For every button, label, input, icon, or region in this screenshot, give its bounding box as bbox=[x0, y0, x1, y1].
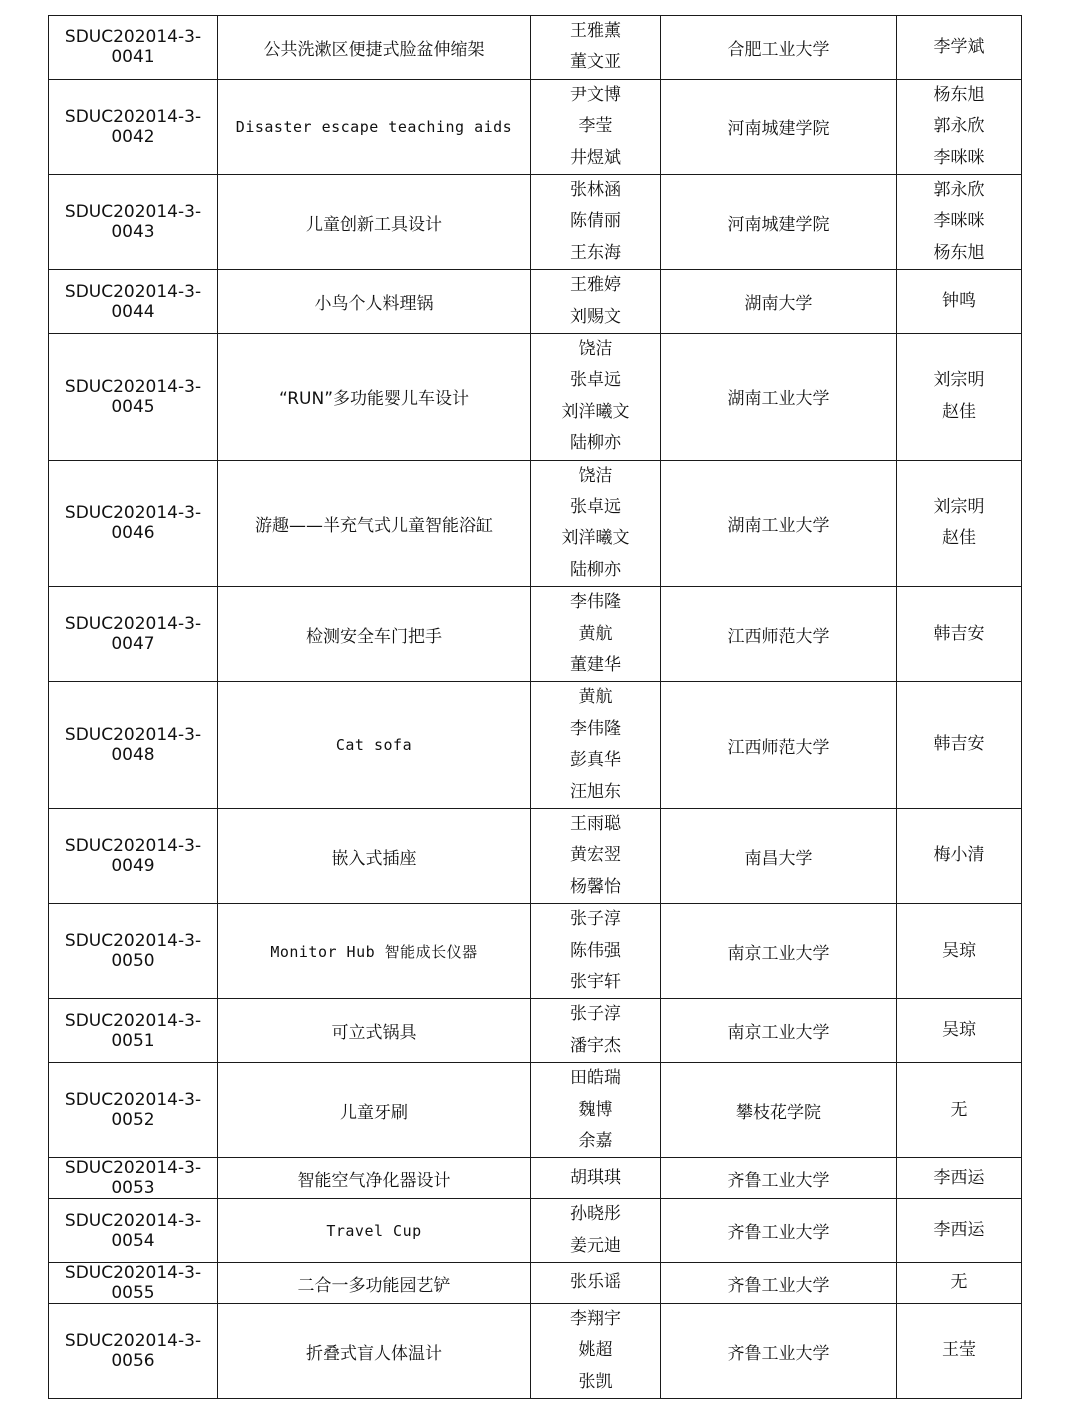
entry-members bbox=[531, 904, 661, 999]
advisor-name: 李西运 bbox=[933, 1220, 985, 1240]
table-row bbox=[49, 79, 1022, 174]
member-name: 余嘉 bbox=[578, 1130, 613, 1151]
member-name: 胡琪琪 bbox=[570, 1167, 621, 1188]
entry-title: 嵌入式插座 bbox=[218, 808, 531, 903]
entry-title: 折叠式盲人体温计 bbox=[218, 1304, 531, 1399]
advisor-name: 赵佳 bbox=[942, 528, 976, 549]
entry-id: SDUC202014-3-0047 bbox=[49, 587, 218, 682]
entry-id: SDUC202014-3-0042 bbox=[49, 79, 218, 174]
member-name: 刘洋曦文 bbox=[561, 528, 630, 549]
member-name: 陈倩丽 bbox=[570, 211, 621, 232]
member-name: 黄航 bbox=[578, 623, 613, 644]
entry-advisors bbox=[897, 1199, 1022, 1263]
member-name: 张子淳 bbox=[570, 1004, 621, 1025]
entry-members bbox=[531, 270, 661, 334]
entry-advisors bbox=[897, 1158, 1022, 1199]
entry-advisors bbox=[897, 1263, 1022, 1304]
table-row bbox=[49, 1263, 1022, 1304]
entry-title: Travel Cup bbox=[218, 1199, 531, 1263]
entry-members bbox=[531, 1199, 661, 1263]
entry-title: 可立式锅具 bbox=[218, 999, 531, 1063]
table-row bbox=[49, 270, 1022, 334]
table-body bbox=[49, 16, 1022, 1399]
entry-advisors bbox=[897, 270, 1022, 334]
member-name: 井煜斌 bbox=[570, 147, 621, 168]
entry-id: SDUC202014-3-0050 bbox=[49, 904, 218, 999]
advisor-name: 王莹 bbox=[942, 1340, 976, 1361]
entry-school: 齐鲁工业大学 bbox=[661, 1263, 897, 1304]
advisor-name: 钟鸣 bbox=[942, 290, 976, 311]
table-row bbox=[49, 808, 1022, 903]
advisor-name: 杨东旭 bbox=[933, 84, 985, 105]
entry-title: 智能空气净化器设计 bbox=[218, 1158, 531, 1199]
advisor-name: 李西运 bbox=[933, 1167, 985, 1188]
member-name: 王雨聪 bbox=[570, 813, 621, 834]
advisor-name: 吴琼 bbox=[942, 1020, 976, 1041]
entry-school: 南昌大学 bbox=[661, 808, 897, 903]
advisor-name: 吴琼 bbox=[942, 940, 976, 961]
member-name: 姜元迪 bbox=[570, 1235, 621, 1256]
table-row bbox=[49, 682, 1022, 809]
entry-id: SDUC202014-3-0052 bbox=[49, 1063, 218, 1158]
entry-members bbox=[531, 808, 661, 903]
advisor-name: 无 bbox=[950, 1099, 968, 1120]
table-row bbox=[49, 999, 1022, 1063]
entry-title: Disaster escape teaching aids bbox=[218, 79, 531, 174]
member-name: 魏博 bbox=[578, 1099, 613, 1120]
entry-id: SDUC202014-3-0041 bbox=[49, 16, 218, 80]
entry-school: 合肥工业大学 bbox=[661, 16, 897, 80]
member-name: 陆柳亦 bbox=[570, 433, 621, 454]
entry-title: Monitor Hub 智能成长仪器 bbox=[218, 904, 531, 999]
member-name: 饶洁 bbox=[578, 465, 613, 486]
advisor-name: 韩吉安 bbox=[933, 734, 985, 755]
entry-advisors bbox=[897, 808, 1022, 903]
advisor-name: 李咪咪 bbox=[933, 211, 985, 232]
table-row bbox=[49, 1304, 1022, 1399]
member-name: 王东海 bbox=[570, 242, 621, 263]
table-row bbox=[49, 904, 1022, 999]
entry-school: 齐鲁工业大学 bbox=[661, 1304, 897, 1399]
member-name: 黄航 bbox=[578, 687, 613, 708]
entry-members bbox=[531, 174, 661, 269]
entry-school: 南京工业大学 bbox=[661, 999, 897, 1063]
member-name: 姚超 bbox=[578, 1340, 613, 1361]
entry-id: SDUC202014-3-0056 bbox=[49, 1304, 218, 1399]
entry-school: 湖南工业大学 bbox=[661, 333, 897, 460]
entry-members bbox=[531, 16, 661, 80]
entry-title: 儿童创新工具设计 bbox=[218, 174, 531, 269]
award-list-table bbox=[48, 15, 1022, 1399]
entry-members bbox=[531, 1158, 661, 1199]
entry-school: 江西师范大学 bbox=[661, 587, 897, 682]
member-name: 杨馨怡 bbox=[570, 876, 621, 897]
entry-advisors bbox=[897, 333, 1022, 460]
advisor-name: 梅小清 bbox=[933, 845, 985, 866]
advisor-name: 杨东旭 bbox=[933, 242, 985, 263]
entry-members bbox=[531, 79, 661, 174]
member-name: 张子淳 bbox=[570, 909, 621, 930]
table-row bbox=[49, 1158, 1022, 1199]
member-name: 陆柳亦 bbox=[570, 559, 621, 580]
entry-members bbox=[531, 999, 661, 1063]
entry-id: SDUC202014-3-0043 bbox=[49, 174, 218, 269]
entry-advisors bbox=[897, 999, 1022, 1063]
table-row bbox=[49, 1063, 1022, 1158]
entry-members bbox=[531, 1063, 661, 1158]
entry-title: 儿童牙刷 bbox=[218, 1063, 531, 1158]
entry-advisors bbox=[897, 1304, 1022, 1399]
table-row bbox=[49, 1199, 1022, 1263]
table-row bbox=[49, 587, 1022, 682]
member-name: 尹文博 bbox=[570, 84, 621, 105]
member-name: 王雅婷 bbox=[570, 275, 621, 296]
member-name: 李伟隆 bbox=[570, 718, 621, 739]
entry-members bbox=[531, 1263, 661, 1304]
entry-advisors bbox=[897, 460, 1022, 587]
member-name: 董文亚 bbox=[570, 52, 621, 73]
advisor-name: 无 bbox=[950, 1272, 968, 1293]
member-name: 张卓远 bbox=[570, 370, 621, 391]
member-name: 王雅薰 bbox=[570, 21, 621, 41]
member-name: 董建华 bbox=[570, 654, 621, 675]
entry-id: SDUC202014-3-0046 bbox=[49, 460, 218, 587]
advisor-name: 李学斌 bbox=[933, 36, 985, 57]
member-name: 孙晓彤 bbox=[570, 1204, 621, 1225]
entry-id: SDUC202014-3-0044 bbox=[49, 270, 218, 334]
member-name: 饶洁 bbox=[578, 338, 613, 359]
member-name: 张卓远 bbox=[570, 496, 621, 517]
member-name: 张凯 bbox=[578, 1371, 613, 1392]
entry-advisors bbox=[897, 1063, 1022, 1158]
entry-title: 游趣——半充气式儿童智能浴缸 bbox=[218, 460, 531, 587]
entry-title: 二合一多功能园艺铲 bbox=[218, 1263, 531, 1304]
entry-id: SDUC202014-3-0055 bbox=[49, 1263, 218, 1304]
entry-school: 河南城建学院 bbox=[661, 79, 897, 174]
member-name: 张乐谣 bbox=[570, 1272, 621, 1293]
advisor-name: 赵佳 bbox=[942, 401, 976, 422]
entry-school: 湖南工业大学 bbox=[661, 460, 897, 587]
member-name: 张林涵 bbox=[570, 179, 621, 200]
entry-school: 江西师范大学 bbox=[661, 682, 897, 809]
entry-members bbox=[531, 333, 661, 460]
entry-members bbox=[531, 1304, 661, 1399]
advisor-name: 刘宗明 bbox=[933, 496, 985, 517]
table-row bbox=[49, 16, 1022, 80]
advisor-name: 韩吉安 bbox=[933, 623, 985, 644]
advisor-name: 郭永欣 bbox=[933, 179, 985, 200]
advisor-name: 李咪咪 bbox=[933, 147, 985, 168]
entry-id: SDUC202014-3-0054 bbox=[49, 1199, 218, 1263]
entry-id: SDUC202014-3-0049 bbox=[49, 808, 218, 903]
entry-id: SDUC202014-3-0048 bbox=[49, 682, 218, 809]
member-name: 汪旭东 bbox=[570, 781, 621, 802]
entry-advisors bbox=[897, 174, 1022, 269]
advisor-name: 刘宗明 bbox=[933, 370, 985, 391]
entry-members bbox=[531, 682, 661, 809]
entry-school: 攀枝花学院 bbox=[661, 1063, 897, 1158]
entry-id: SDUC202014-3-0051 bbox=[49, 999, 218, 1063]
entry-title: Cat sofa bbox=[218, 682, 531, 809]
table-row bbox=[49, 333, 1022, 460]
entry-title: 公共洗漱区便捷式脸盆伸缩架 bbox=[218, 16, 531, 80]
member-name: 彭真华 bbox=[570, 750, 621, 771]
member-name: 李伟隆 bbox=[570, 592, 621, 613]
member-name: 刘洋曦文 bbox=[561, 401, 630, 422]
entry-members bbox=[531, 460, 661, 587]
table-row bbox=[49, 460, 1022, 587]
entry-title: 小鸟个人料理锅 bbox=[218, 270, 531, 334]
entry-school: 河南城建学院 bbox=[661, 174, 897, 269]
entry-advisors bbox=[897, 16, 1022, 80]
member-name: 黄宏翌 bbox=[570, 845, 621, 866]
entry-title: “RUN”多功能婴儿车设计 bbox=[218, 333, 531, 460]
member-name: 张宇轩 bbox=[570, 971, 621, 992]
advisor-name: 郭永欣 bbox=[933, 116, 985, 137]
entry-id: SDUC202014-3-0045 bbox=[49, 333, 218, 460]
member-name: 田皓瑞 bbox=[570, 1068, 621, 1089]
entry-advisors bbox=[897, 587, 1022, 682]
entry-school: 齐鲁工业大学 bbox=[661, 1158, 897, 1199]
entry-id: SDUC202014-3-0053 bbox=[49, 1158, 218, 1199]
member-name: 潘宇杰 bbox=[570, 1035, 621, 1056]
entry-advisors bbox=[897, 79, 1022, 174]
entry-advisors bbox=[897, 682, 1022, 809]
member-name: 李翔宇 bbox=[570, 1309, 621, 1330]
entry-members bbox=[531, 587, 661, 682]
entry-advisors bbox=[897, 904, 1022, 999]
entry-school: 南京工业大学 bbox=[661, 904, 897, 999]
entry-school: 齐鲁工业大学 bbox=[661, 1199, 897, 1263]
member-name: 陈伟强 bbox=[570, 940, 621, 961]
member-name: 李莹 bbox=[578, 116, 613, 137]
entry-school: 湖南大学 bbox=[661, 270, 897, 334]
member-name: 刘赐文 bbox=[570, 306, 621, 327]
table-row bbox=[49, 174, 1022, 269]
entry-title: 检测安全车门把手 bbox=[218, 587, 531, 682]
